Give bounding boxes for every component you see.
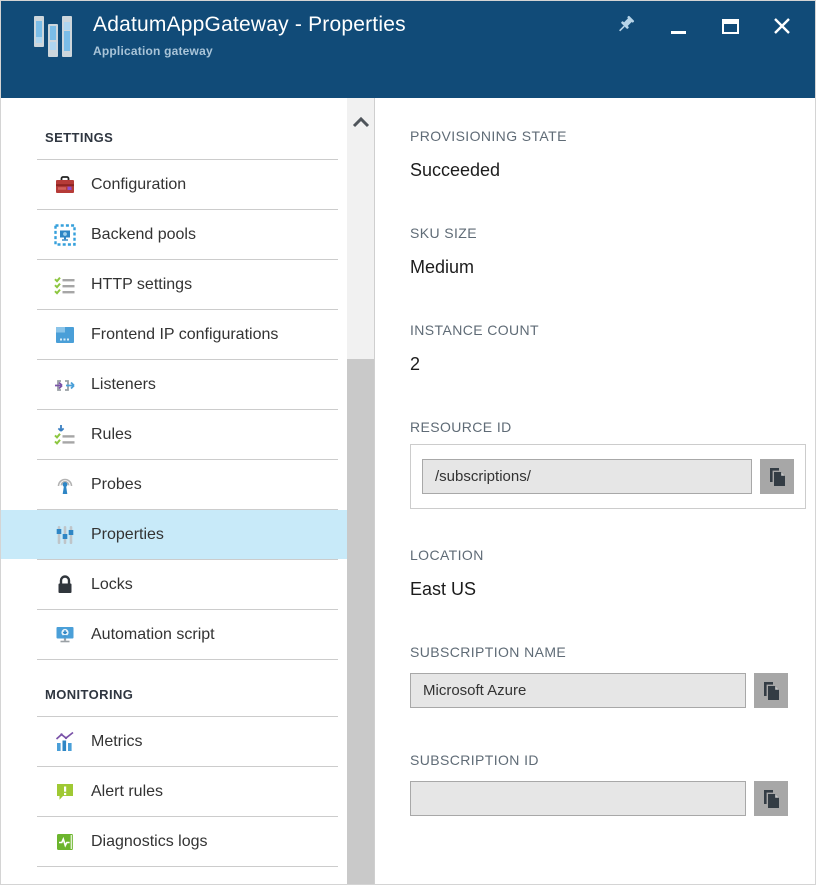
sidebar-item-label: Probes [91, 475, 142, 493]
sidebar-scrollbar[interactable] [347, 98, 374, 885]
divider [37, 866, 338, 867]
properties-sliders-icon [53, 523, 77, 547]
sidebar-item-label: Diagnostics logs [91, 832, 208, 850]
subscription-id-row [410, 781, 788, 816]
blade-header [1, 1, 815, 98]
properties-panel [374, 98, 815, 885]
alert-bubble-icon [53, 780, 77, 804]
sidebar-item-alert-rules[interactable] [1, 767, 347, 816]
field-instance-count [410, 322, 795, 375]
sidebar-item-rules[interactable] [1, 410, 347, 459]
metrics-chart-icon [53, 730, 77, 754]
sidebar-item-label: Automation script [91, 625, 215, 643]
sidebar-item-label: Backend pools [91, 225, 196, 243]
field-location [410, 547, 795, 600]
application-gateway-icon [29, 13, 77, 61]
lock-icon [53, 573, 77, 597]
sidebar-item-label: HTTP settings [91, 275, 193, 293]
field-resource-id [410, 419, 795, 509]
sidebar-item-label: Listeners [91, 375, 156, 393]
sidebar-item-diagnostics-logs[interactable] [1, 817, 347, 866]
settings-sidebar [1, 98, 347, 885]
section-header-monitoring: MONITORING [45, 687, 134, 702]
probe-antenna-icon [53, 473, 77, 497]
close-icon[interactable] [771, 15, 793, 37]
frontend-ip-window-icon [53, 323, 77, 347]
sidebar-item-label: Properties [91, 525, 164, 543]
copy-button[interactable] [754, 781, 788, 816]
sidebar-item-label: Locks [91, 575, 133, 593]
automation-script-monitor-icon [53, 623, 77, 647]
sidebar-item-automation-script[interactable] [1, 610, 347, 659]
listeners-arrows-icon [53, 373, 77, 397]
minimize-icon[interactable] [667, 15, 689, 37]
field-subscription-id [410, 752, 795, 816]
sidebar-item-label: Alert rules [91, 782, 164, 800]
sidebar-item-label: Metrics [91, 732, 143, 750]
field-value: East US [410, 579, 477, 599]
field-label: SKU SIZE [410, 225, 477, 241]
field-value: Medium [410, 257, 475, 277]
sidebar-item-configuration[interactable] [1, 160, 347, 209]
sidebar-item-listeners[interactable] [1, 360, 347, 409]
sidebar-item-metrics[interactable] [1, 717, 347, 766]
blade-header-text [93, 11, 615, 58]
field-label: INSTANCE COUNT [410, 322, 540, 338]
toolbox-icon [53, 173, 77, 197]
pin-icon[interactable] [615, 15, 637, 37]
copy-button[interactable] [754, 673, 788, 708]
field-sku-size [410, 225, 795, 278]
field-label: SUBSCRIPTION NAME [410, 644, 567, 660]
diagnostics-logs-icon [53, 830, 77, 854]
backend-pools-icon [53, 223, 77, 247]
field-label: RESOURCE ID [410, 419, 512, 435]
http-settings-checklist-icon [53, 273, 77, 297]
rules-checklist-arrow-icon [53, 423, 77, 447]
sidebar-item-label: Rules [91, 425, 132, 443]
sidebar-item-backend-pools[interactable] [1, 210, 347, 259]
maximize-icon[interactable] [719, 15, 741, 37]
sidebar-item-label: Frontend IP configurations [91, 325, 279, 343]
subscription-name-row [410, 673, 788, 708]
sidebar-item-probes[interactable] [1, 460, 347, 509]
divider [37, 659, 338, 660]
field-provisioning-state [410, 128, 795, 181]
field-value: 2 [410, 354, 421, 374]
field-label: PROVISIONING STATE [410, 128, 567, 144]
scroll-up-arrow[interactable] [347, 98, 374, 132]
resource-id-input[interactable] [422, 459, 752, 494]
field-label: LOCATION [410, 547, 484, 563]
subscription-id-input[interactable] [410, 781, 746, 816]
section-header-settings: SETTINGS [45, 130, 114, 145]
field-label: SUBSCRIPTION ID [410, 752, 539, 768]
sidebar-item-properties[interactable] [1, 510, 347, 559]
sidebar-item-locks[interactable] [1, 560, 347, 609]
scrollbar-thumb[interactable] [347, 359, 374, 885]
page-subtitle: Application gateway [93, 44, 213, 58]
page-title: AdatumAppGateway - Properties [93, 13, 406, 36]
subscription-name-input[interactable] [410, 673, 746, 708]
copy-button[interactable] [760, 459, 794, 494]
sidebar-item-label: Configuration [91, 175, 187, 193]
window-controls [615, 15, 793, 37]
field-subscription-name [410, 644, 795, 708]
sidebar-item-http-settings[interactable] [1, 260, 347, 309]
field-value: Succeeded [410, 160, 501, 180]
sidebar-item-frontend-ip-configurations[interactable] [1, 310, 347, 359]
resource-id-focus-box [410, 444, 806, 509]
